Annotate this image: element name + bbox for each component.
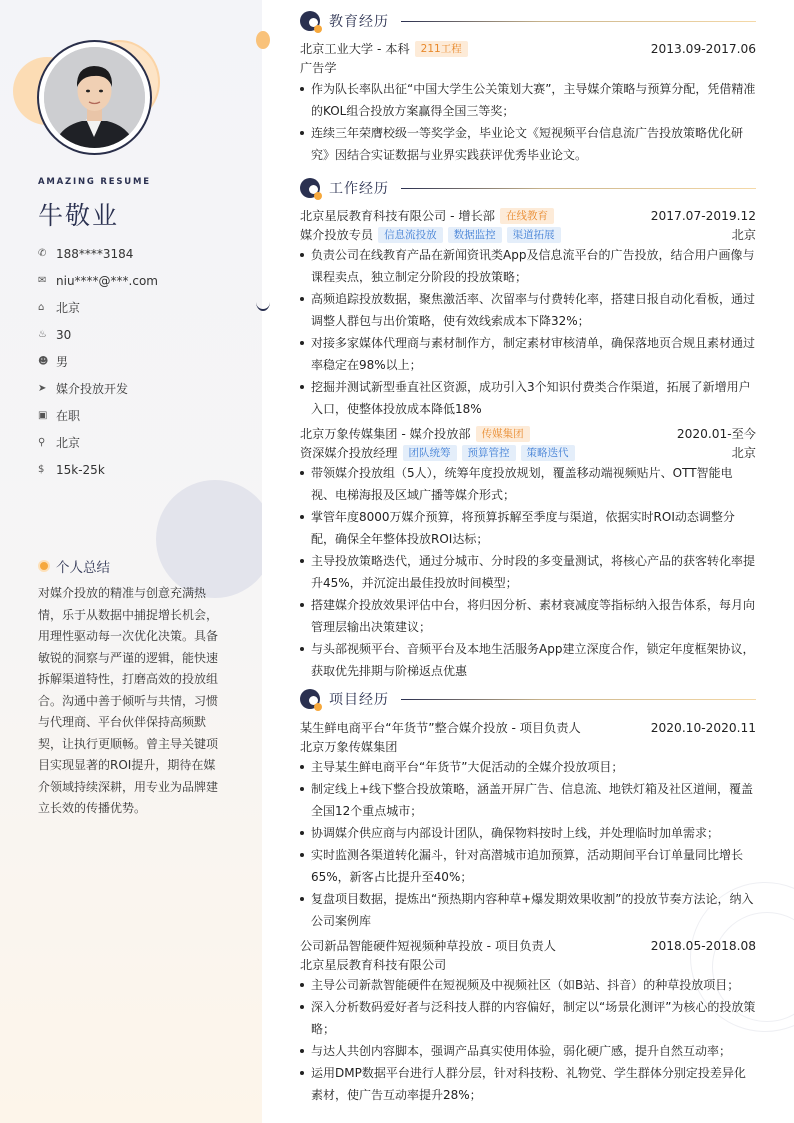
person-portrait-icon [44, 47, 145, 148]
major-row [300, 58, 756, 77]
gender-icon: ☻ [38, 356, 49, 367]
project-entry [300, 936, 756, 1106]
job-entry [300, 424, 756, 682]
info-text: 男 [56, 355, 69, 369]
project-name: 公司新品智能硬件短视频种草投放 - 项目负责人 [300, 939, 556, 953]
job-date: 2017.07-2019.12 [650, 208, 756, 223]
education-date: 2013.09-2017.06 [650, 41, 756, 56]
bullet-item: 搭建媒介投放效果评估中台，将归因分析、素材衰减度等指标纳入报告体系，每月向管理层输出决策建议； [300, 594, 756, 638]
project-bullets [300, 974, 756, 1106]
info-text: niu****@***.com [56, 273, 158, 288]
project-entry [300, 718, 756, 932]
job-header-row [300, 424, 756, 443]
bullet-item: 挖掘并测试新型垂直社区资源，成功引入3个知识付费类合作渠道，拓展了新增用户入口，使整体投放成本降低18% [300, 376, 756, 420]
mail-icon: ✉ [38, 275, 47, 286]
bullet-item: 运用DMP数据平台进行人群分层，针对科技粉、礼物党、学生群体分别定投差异化素材，使广告互动率提升28%； [300, 1062, 756, 1106]
bullet-item: 掌管年度8000万媒介预算，将预算拆解至季度与渠道，依据实时ROI动态调整分配，确保全年整体投放ROI达标； [300, 506, 756, 550]
work-section [300, 177, 756, 682]
summary-heading [38, 556, 110, 576]
job-city: 北京 [731, 446, 756, 460]
bullet-item: 深入分析数码爱好者与泛科技人群的内容偏好，制定以“场景化测评”为核心的投放策略； [300, 996, 756, 1040]
skill-tag: 数据监控 [448, 227, 502, 243]
bullet-item: 作为队长率队出征“中国大学生公关策划大赛”，主导媒介策略与预算分配，凭借精准的KOL组合投放方案赢得全国三等奖； [300, 78, 756, 122]
skill-tag: 渠道拓展 [507, 227, 561, 243]
decor-arc [256, 293, 270, 311]
info-item [38, 294, 158, 321]
bullet-item: 主导某生鲜电商平台“年货节”大促活动的全媒介投放项目； [300, 756, 756, 778]
job-bullets [300, 244, 756, 420]
candidate-name: 牛敬业 [38, 201, 120, 230]
decor-dot [256, 31, 270, 49]
info-item [38, 429, 158, 456]
tagline: AMAZING RESUME [38, 177, 151, 187]
project-header-row [300, 718, 756, 737]
job-role-row [300, 225, 756, 244]
job-role-group [300, 444, 575, 461]
bullet-item: 连续三年荣膺校级一等奖学金，毕业论文《短视频平台信息流广告投放策略优化研究》因结合实证数据与业界实践获评优秀毕业论文。 [300, 122, 756, 166]
skill-tag: 团队统筹 [403, 445, 457, 461]
decor-circle [156, 480, 262, 598]
home-icon: ⌂ [38, 302, 45, 313]
info-text: 188****3184 [56, 246, 134, 261]
section-divider [401, 699, 756, 700]
section-icon [300, 178, 320, 198]
bullet-item: 复盘项目数据，提炼出“预热期内容种草+爆发期效果收割”的投放节奏方法论，纳入公司案例库 [300, 888, 756, 932]
bullet-item: 与头部视频平台、音频平台及本地生活服务App建立深度合作，锁定年度框架协议，获取优先排期与阶梯返点优惠 [300, 638, 756, 682]
job-date: 2020.01-至今 [676, 427, 756, 441]
info-item [38, 321, 158, 348]
paper-plane-icon: ➤ [38, 383, 47, 394]
industry-tag: 传媒集团 [476, 426, 530, 442]
bullet-item: 对接多家媒体代理商与素材制作方，制定素材审核清单，确保落地页合规且素材通过率稳定在98%以上； [300, 332, 756, 376]
avatar [37, 40, 152, 155]
avatar-photo [44, 47, 145, 148]
major: 广告学 [300, 61, 337, 75]
info-text: 北京 [56, 436, 81, 450]
project-org: 北京万象传媒集团 [300, 740, 398, 754]
project-org-row [300, 737, 756, 756]
bullet-item: 实时监测各渠道转化漏斗，针对高潜城市追加预算，活动期间平台订单量同比增长65%，新客占比提升至40%； [300, 844, 756, 888]
summary-title: 个人总结 [56, 560, 110, 576]
bullet-item: 主导投放策略迭代，通过分城市、分时段的多变量测试，将核心产品的获客转化率提升45%，并沉淀出最佳投放时间模型； [300, 550, 756, 594]
work-list [300, 206, 756, 682]
section-header [300, 688, 756, 710]
project-list [300, 718, 756, 1106]
section-divider [401, 188, 756, 189]
section-header [300, 177, 756, 199]
info-item [38, 402, 158, 429]
school-tag: 211工程 [415, 41, 468, 57]
job-role: 资深媒介投放经理 [300, 446, 398, 460]
info-item [38, 267, 158, 294]
project-name: 某生鲜电商平台“年货节”整合媒介投放 - 项目负责人 [300, 721, 581, 735]
projects-section [300, 688, 756, 1106]
company-name: 北京星辰教育科技有限公司 - 增长部 [300, 209, 495, 223]
location-pin-icon: ⚲ [38, 437, 46, 448]
dot-icon [38, 560, 50, 572]
section-title: 工作经历 [329, 181, 389, 197]
job-company-group [300, 425, 530, 442]
education-bullets [300, 78, 756, 166]
school-name: 北京工业大学 - 本科 [300, 42, 410, 56]
info-text: 媒介投放开发 [56, 382, 129, 396]
skill-tag: 预算管控 [462, 445, 516, 461]
birthday-cake-icon: ♨ [38, 329, 47, 340]
contact-info-list [38, 240, 158, 483]
summary-text: 对媒介投放的精准与创意充满热情，乐于从数据中捕捉增长机会，用理性驱动每一次优化决策。具备敏锐的洞察与严谨的逻辑，能快速拆解渠道特性，打磨高效的投放组合。沟通中善于倾听与共情，习惯与代理商、平台伙伴保持高频默契，让执行更顺畅。曾主导关键项目实现显著的ROI提升，期待在媒介领域持续深耕，用专业为品牌建立长效的传播优势。 [38, 586, 219, 815]
section-header [300, 10, 756, 32]
sidebar [0, 0, 262, 1123]
education-header-row [300, 39, 756, 58]
project-org: 北京星辰教育科技有限公司 [300, 958, 447, 972]
project-header-row [300, 936, 756, 955]
bullet-item: 带领媒介投放组（5人），统筹年度投放规划，覆盖移动端视频贴片、OTT智能电视、电梯海报及区域广播等媒介形式； [300, 462, 756, 506]
info-text: 30 [56, 327, 72, 342]
info-item [38, 348, 158, 375]
project-date: 2018.05-2018.08 [650, 938, 756, 953]
skill-tag: 策略迭代 [521, 445, 575, 461]
project-org-row [300, 955, 756, 974]
company-name: 北京万象传媒集团 - 媒介投放部 [300, 427, 471, 441]
job-entry [300, 206, 756, 420]
info-item [38, 456, 158, 483]
bullet-item: 高频追踪投放数据，聚焦激活率、次留率与付费转化率，搭建日报自动化看板，通过调整人群包与出价策略，使有效线索成本下降32%； [300, 288, 756, 332]
info-item [38, 375, 158, 402]
bullet-item: 主导公司新款智能硬件在短视频及中视频社区（如B站、抖音）的种草投放项目； [300, 974, 756, 996]
bullet-item: 协调媒介供应商与内部设计团队，确保物料按时上线，并处理临时加单需求； [300, 822, 756, 844]
job-bullets [300, 462, 756, 682]
industry-tag: 在线教育 [500, 208, 554, 224]
section-icon [300, 11, 320, 31]
phone-icon: ✆ [38, 248, 47, 259]
project-date: 2020.10-2020.11 [650, 720, 756, 735]
info-text: 15k-25k [56, 462, 105, 477]
skill-tag: 信息流投放 [378, 227, 443, 243]
bullet-item: 制定线上+线下整合投放策略，涵盖开屏广告、信息流、地铁灯箱及社区道闸，覆盖全国12个重点城市； [300, 778, 756, 822]
section-divider [401, 21, 756, 22]
info-text: 北京 [56, 301, 81, 315]
section-title: 教育经历 [329, 14, 389, 30]
briefcase-icon: ▣ [38, 410, 48, 421]
job-header-row [300, 206, 756, 225]
education-section [300, 10, 756, 166]
info-text: 在职 [56, 409, 81, 423]
bullet-item: 与达人共创内容脚本，强调产品真实使用体验，弱化硬广感，提升自然互动率； [300, 1040, 756, 1062]
bullet-item: 负责公司在线教育产品在新闻资讯类App及信息流平台的广告投放，结合用户画像与课程卖点，独立制定分阶段的投放策略； [300, 244, 756, 288]
salary-icon: $ [38, 464, 45, 475]
section-icon [300, 689, 320, 709]
job-role-row [300, 443, 756, 462]
job-company-group [300, 207, 554, 224]
section-title: 项目经历 [329, 692, 389, 708]
project-bullets [300, 756, 756, 932]
job-role: 媒介投放专员 [300, 228, 374, 242]
job-role-group [300, 226, 561, 243]
info-item [38, 240, 158, 267]
job-city: 北京 [731, 228, 756, 242]
